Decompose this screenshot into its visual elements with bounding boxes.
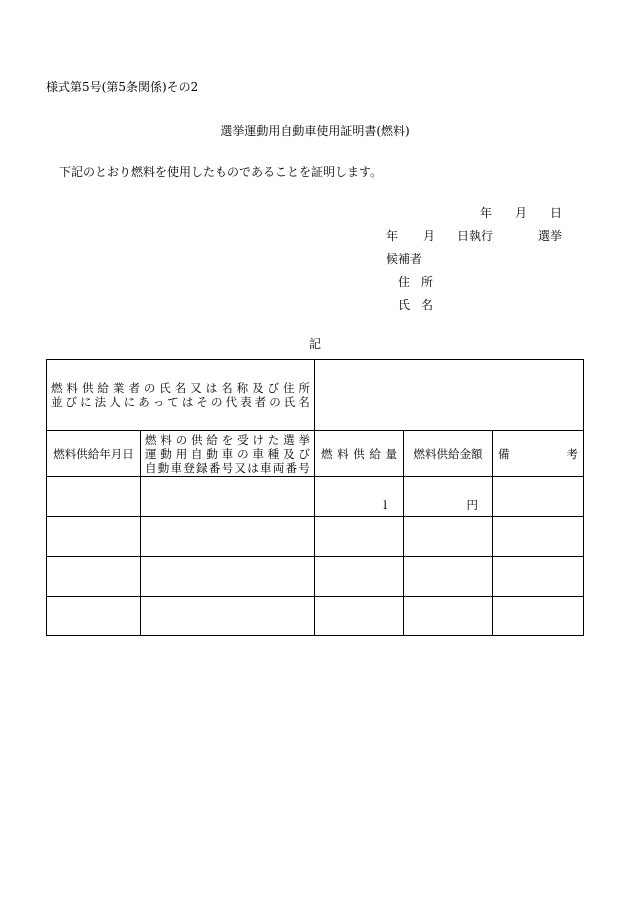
header-vehicle-line2: 運 動 用 自 動 車 の 車 種 及 び bbox=[145, 446, 310, 461]
ki-heading: 記 bbox=[308, 337, 321, 351]
table-row bbox=[47, 477, 584, 517]
cell-date[interactable] bbox=[47, 597, 141, 636]
date-month-label: 月 bbox=[515, 206, 528, 220]
address-label-1: 住 bbox=[398, 275, 411, 289]
table-row bbox=[47, 517, 584, 557]
supplier-label-line1: 燃 料 供 給 業 者 の 氏 名 又 は 名 称 及 び 住 所 bbox=[51, 381, 310, 395]
cell-quantity[interactable] bbox=[315, 477, 404, 517]
header-vehicle-line3: 自 動 車 登 録 番 号 又 は 車 両 番 号 bbox=[145, 460, 310, 475]
cell-amount[interactable] bbox=[404, 597, 493, 636]
exec-year-label: 年 bbox=[386, 229, 399, 243]
exec-day-label: 日執行 bbox=[457, 229, 494, 243]
cell-quantity[interactable] bbox=[315, 517, 404, 557]
header-amount: 燃料供給金額 bbox=[404, 431, 493, 477]
cell-vehicle[interactable] bbox=[141, 477, 315, 517]
cell-vehicle[interactable] bbox=[141, 557, 315, 597]
supplier-label-cell bbox=[47, 360, 315, 431]
header-date: 燃料供給年月日 bbox=[47, 431, 141, 477]
cell-vehicle[interactable] bbox=[141, 517, 315, 557]
table-row bbox=[47, 557, 584, 597]
certification-statement: 下記のとおり燃料を使用したものであることを証明します。 bbox=[59, 165, 383, 179]
header-remarks bbox=[493, 431, 584, 477]
cell-remarks[interactable] bbox=[493, 477, 584, 517]
supplier-label-line2: 並 び に 法 人 に あ っ て は そ の 代 表 者 の 氏 名 bbox=[51, 395, 310, 409]
election-label: 選挙 bbox=[538, 229, 563, 243]
header-row bbox=[47, 431, 584, 477]
form-number: 様式第5号(第5条関係)その2 bbox=[46, 80, 199, 94]
cell-date[interactable] bbox=[47, 557, 141, 597]
header-vehicle bbox=[141, 431, 315, 477]
supplier-row bbox=[47, 360, 584, 431]
address-label-2: 所 bbox=[421, 275, 434, 289]
cell-amount[interactable] bbox=[404, 517, 493, 557]
supplier-value-cell[interactable] bbox=[315, 360, 584, 431]
cell-amount[interactable] bbox=[404, 477, 493, 517]
fuel-usage-table bbox=[46, 359, 584, 636]
cell-quantity[interactable] bbox=[315, 557, 404, 597]
candidate-label: 候補者 bbox=[386, 252, 423, 266]
cell-amount[interactable] bbox=[404, 557, 493, 597]
cell-quantity[interactable] bbox=[315, 597, 404, 636]
header-quantity-text: 燃 料 供 給 量 bbox=[321, 446, 397, 461]
name-label-2: 名 bbox=[421, 298, 434, 312]
table-row bbox=[47, 597, 584, 636]
header-remarks-1: 備 bbox=[498, 446, 510, 461]
exec-month-label: 月 bbox=[423, 229, 436, 243]
date-day-label: 日 bbox=[550, 206, 563, 220]
cell-remarks[interactable] bbox=[493, 597, 584, 636]
cell-remarks[interactable] bbox=[493, 557, 584, 597]
quantity-unit: l bbox=[383, 498, 387, 512]
cell-date[interactable] bbox=[47, 517, 141, 557]
document-title: 選挙運動用自動車使用証明書(燃料) bbox=[220, 124, 410, 138]
header-quantity bbox=[315, 431, 404, 477]
date-year-label: 年 bbox=[480, 206, 493, 220]
name-label-1: 氏 bbox=[398, 298, 411, 312]
cell-remarks[interactable] bbox=[493, 517, 584, 557]
amount-unit: 円 bbox=[466, 498, 478, 512]
cell-vehicle[interactable] bbox=[141, 597, 315, 636]
cell-date[interactable] bbox=[47, 477, 141, 517]
header-remarks-2: 考 bbox=[566, 446, 579, 461]
header-vehicle-line1: 燃 料 の 供 給 を 受 け た 選 挙 bbox=[145, 432, 310, 447]
